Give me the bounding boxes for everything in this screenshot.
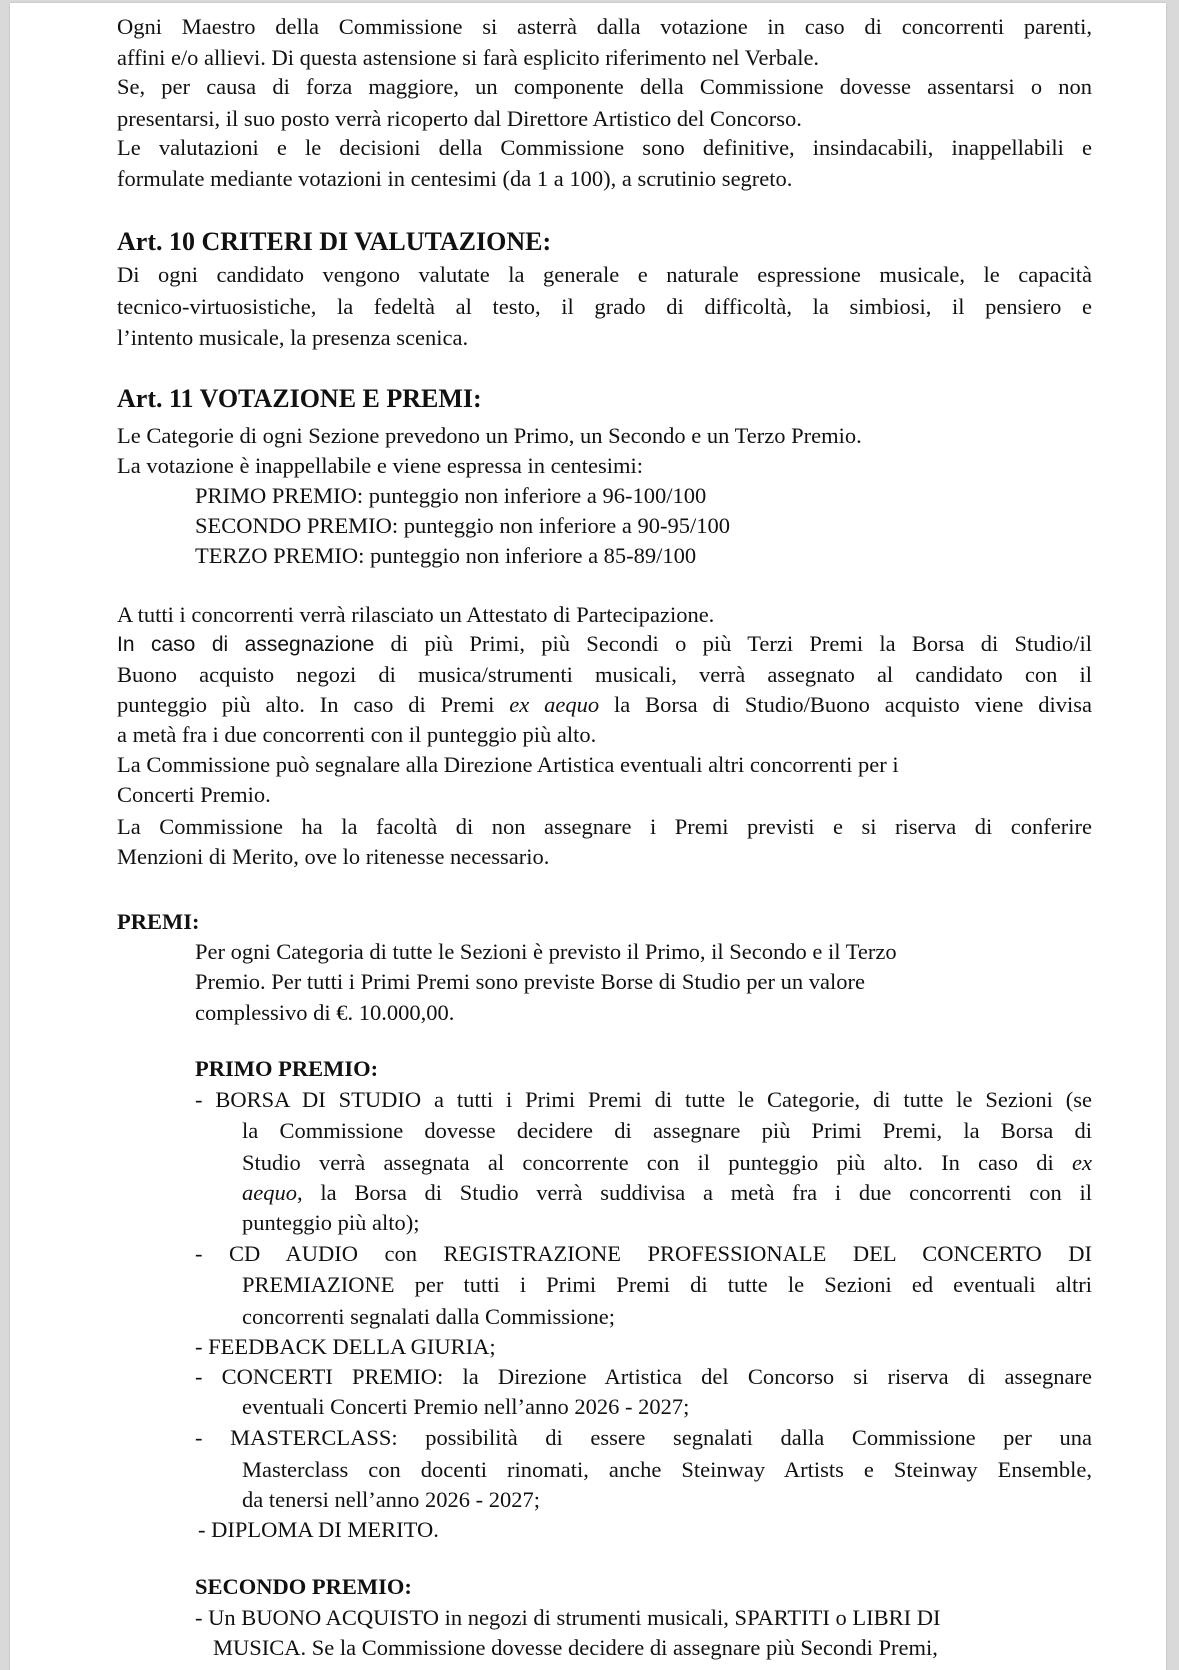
concerti-line: - CONCERTI PREMIO: la Direzione Artistica del Concorso si riserva di assegnare: [195, 1364, 1092, 1389]
premi-heading: PREMI:: [117, 909, 200, 934]
premi-line: Premio. Per tutti i Primi Premi sono previste Borse di Studio per un valore: [195, 969, 865, 994]
attestato-line: A tutti i concorrenti verrà rilasciato un Attestato di Partecipazione.: [117, 602, 715, 627]
feedback-line: - FEEDBACK DELLA GIURIA;: [195, 1334, 496, 1359]
borsa-line: [242, 1149, 1092, 1177]
cd-line: PREMIAZIONE per tutti i Primi Premi di tutte le Sezioni ed eventuali altri: [242, 1272, 1092, 1297]
secondo-heading: SECONDO PREMIO:: [195, 1574, 412, 1599]
intro-line: Ogni Maestro della Commissione si asterrà dalla votazione in caso di concorrenti parenti,: [117, 14, 1092, 39]
multi-line-1-rest: di più Primi, più Secondi o più Terzi Premi la Borsa di Studio/il: [374, 631, 1092, 656]
cd-line: - CD AUDIO con REGISTRAZIONE PROFESSIONALE DEL CONCERTO DI: [195, 1241, 1092, 1266]
segnalare-line: Concerti Premio.: [117, 782, 271, 807]
segnalare-line: La Commissione può segnalare alla Direzione Artistica eventuali altri concorrenti per i: [117, 752, 899, 777]
italic-ex: ex: [1072, 1150, 1092, 1175]
facolta-line: Menzioni di Merito, ove lo ritenesse necessario.: [117, 844, 550, 869]
multi-line-1-sans: In caso di assegnazione: [117, 633, 375, 656]
masterclass-line: - MASTERCLASS: possibilità di essere segnalati dalla Commissione per una: [195, 1425, 1092, 1450]
italic-ex-aequo: ex aequo: [509, 692, 600, 717]
text-run: , la Borsa di Studio verrà suddivisa a metà fra i due concorrenti con il: [297, 1180, 1092, 1205]
text-run: Studio verrà assegnata al concorrente con il punteggio più alto. In caso di: [242, 1150, 1073, 1175]
document-page: [10, 3, 1166, 1670]
facolta-line: La Commissione ha la facoltà di non assegnare i Premi previsti e si riserva di conferire: [117, 814, 1092, 839]
art10-line: tecnico-virtuosistiche, la fedeltà al testo, il grado di difficoltà, la simbiosi, il pensiero e: [117, 294, 1092, 319]
text-run: punteggio più alto. In caso di Premi: [117, 692, 510, 717]
intro-line: presentarsi, il suo posto verrà ricoperto dal Direttore Artistico del Concorso.: [117, 106, 802, 131]
multi-line-2: Buono acquisto negozi di musica/strumenti musicali, verrà assegnato al candidato con il: [117, 662, 1092, 687]
art11-line: La votazione è inappellabile e viene espressa in centesimi:: [117, 453, 644, 478]
primo-heading: PRIMO PREMIO:: [195, 1056, 379, 1081]
score-primo: PRIMO PREMIO: punteggio non inferiore a 96-100/100: [195, 483, 707, 508]
multi-line-3: [117, 691, 1092, 719]
score-secondo: SECONDO PREMIO: punteggio non inferiore a 90-95/100: [195, 513, 730, 538]
text-run: la Borsa di Studio/Buono acquisto viene divisa: [599, 692, 1092, 717]
concerti-line: eventuali Concerti Premio nell’anno 2026 - 2027;: [242, 1394, 690, 1419]
masterclass-line: Masterclass con docenti rinomati, anche Steinway Artists e Steinway Ensemble,: [242, 1457, 1092, 1482]
borsa-line: [242, 1179, 1092, 1207]
cd-line: concorrenti segnalati dalla Commissione;: [242, 1304, 616, 1329]
art11-heading: Art. 11 VOTAZIONE E PREMI:: [117, 384, 482, 413]
score-terzo: TERZO PREMIO: punteggio non inferiore a 85-89/100: [195, 543, 697, 568]
premi-line: Per ogni Categoria di tutte le Sezioni è previsto il Primo, il Secondo e il Terzo: [195, 939, 897, 964]
borsa-line: - BORSA DI STUDIO a tutti i Primi Premi di tutte le Categorie, di tutte le Sezioni (se: [195, 1087, 1092, 1112]
italic-aequo: aequo: [242, 1180, 297, 1205]
intro-line: formulate mediante votazioni in centesimi (da 1 a 100), a scrutinio segreto.: [117, 166, 793, 191]
art10-line: Di ogni candidato vengono valutate la generale e naturale espressione musicale, le capacità: [117, 262, 1092, 287]
art10-heading: Art. 10 CRITERI DI VALUTAZIONE:: [117, 227, 552, 256]
art11-line: Le Categorie di ogni Sezione prevedono un Primo, un Secondo e un Terzo Premio.: [117, 423, 862, 448]
intro-line: Le valutazioni e le decisioni della Commissione sono definitive, insindacabili, inappellabili e: [117, 135, 1092, 160]
secondo-line: - Un BUONO ACQUISTO in negozi di strumenti musicali, SPARTITI o LIBRI DI: [195, 1605, 941, 1630]
art10-line: l’intento musicale, la presenza scenica.: [117, 325, 469, 350]
masterclass-line: da tenersi nell’anno 2026 - 2027;: [242, 1487, 541, 1512]
intro-line: affini e/o allievi. Di questa astensione si farà esplicito riferimento nel Verbale.: [117, 45, 820, 70]
multi-line-1: [117, 630, 1092, 659]
premi-line: complessivo di €. 10.000,00.: [195, 1000, 455, 1025]
diploma-line: - DIPLOMA DI MERITO.: [198, 1517, 439, 1542]
borsa-line: punteggio più alto);: [242, 1210, 420, 1235]
borsa-line: la Commissione dovesse decidere di assegnare più Primi Premi, la Borsa di: [242, 1118, 1092, 1143]
intro-line: Se, per causa di forza maggiore, un componente della Commissione dovesse assentarsi o non: [117, 74, 1092, 99]
secondo-line: MUSICA. Se la Commissione dovesse decidere di assegnare più Secondi Premi,: [213, 1635, 938, 1660]
multi-line-4: a metà fra i due concorrenti con il punteggio più alto.: [117, 722, 597, 747]
